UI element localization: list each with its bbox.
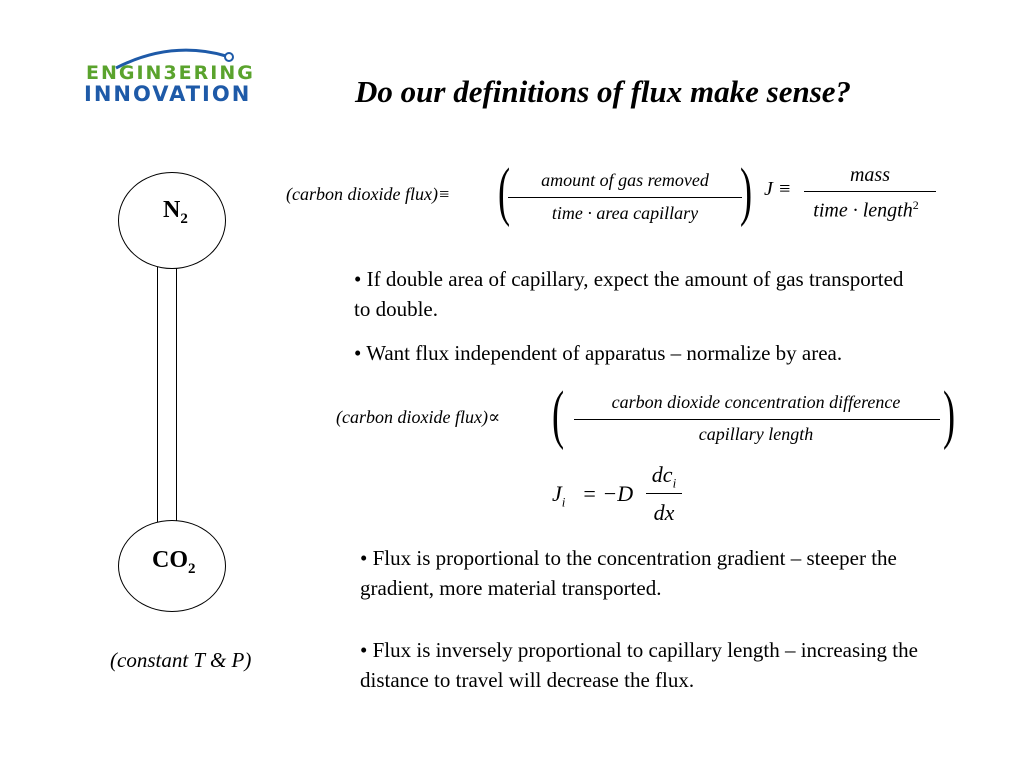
eq2-numerator: mass: [849, 164, 890, 186]
logo-line1: ENGIN3ERING: [86, 62, 255, 84]
eq4-operator: = −D: [582, 481, 634, 506]
capillary-left-wall: [157, 267, 161, 525]
bullet-double-area: • If double area of capillary, expect the amount of gas transported to double.: [354, 267, 904, 321]
engineering-innovation-logo: [76, 42, 286, 114]
eq3-fraction-line: [574, 419, 940, 420]
n2-label: $N_2$: [163, 197, 188, 227]
eq3-lhs: (carbon dioxide flux)∝: [336, 407, 501, 427]
eq2-lhs: J ≡: [764, 178, 792, 200]
bullet-normalize-area: • Want flux independent of apparatus – normalize by area.: [354, 341, 843, 365]
bullet-capillary-length: • Flux is inversely proportional to capillary length – increasing the distance to travel will decrease the flux.: [360, 638, 918, 692]
equation-flux-units: [760, 160, 950, 232]
eq2-denominator: time · length$^2$: [813, 198, 919, 222]
logo-line2: INNOVATION: [84, 82, 252, 106]
equation-ficks-law: [548, 460, 698, 530]
eq3-numerator: carbon dioxide concentration difference: [611, 392, 901, 412]
eq3-denominator: capillary length: [698, 424, 814, 444]
eq3-left-paren: (: [551, 378, 565, 451]
eq4-numerator: $dc_i$: [651, 462, 677, 491]
eq1-lhs: (carbon dioxide flux)≡: [286, 184, 451, 204]
eq3-right-paren: ): [942, 378, 956, 451]
eq2-fraction-line: [804, 191, 936, 192]
eq1-numerator: amount of gas removed: [541, 170, 709, 190]
eq1-fraction-line: [508, 197, 742, 198]
eq4-lhs: $J_i$: [552, 481, 566, 510]
co2-label: $CO_2$: [152, 547, 196, 577]
equation-flux-proportionality: [330, 378, 956, 454]
eq4-denominator: dx: [653, 500, 675, 525]
equation-flux-definition: [280, 155, 753, 232]
eq1-right-paren: ): [739, 155, 753, 228]
slide-title: Do our definitions of flux make sense?: [355, 74, 852, 109]
eq4-fraction-line: [646, 493, 682, 494]
eq1-left-paren: (: [497, 155, 511, 228]
constant-conditions-label: (constant T & P): [110, 648, 252, 672]
bullet-gradient: • Flux is proportional to the concentration gradient – steeper the gradient, more material transported.: [360, 546, 897, 600]
capillary-right-wall: [176, 267, 180, 525]
eq1-denominator: time · area capillary: [551, 203, 699, 223]
